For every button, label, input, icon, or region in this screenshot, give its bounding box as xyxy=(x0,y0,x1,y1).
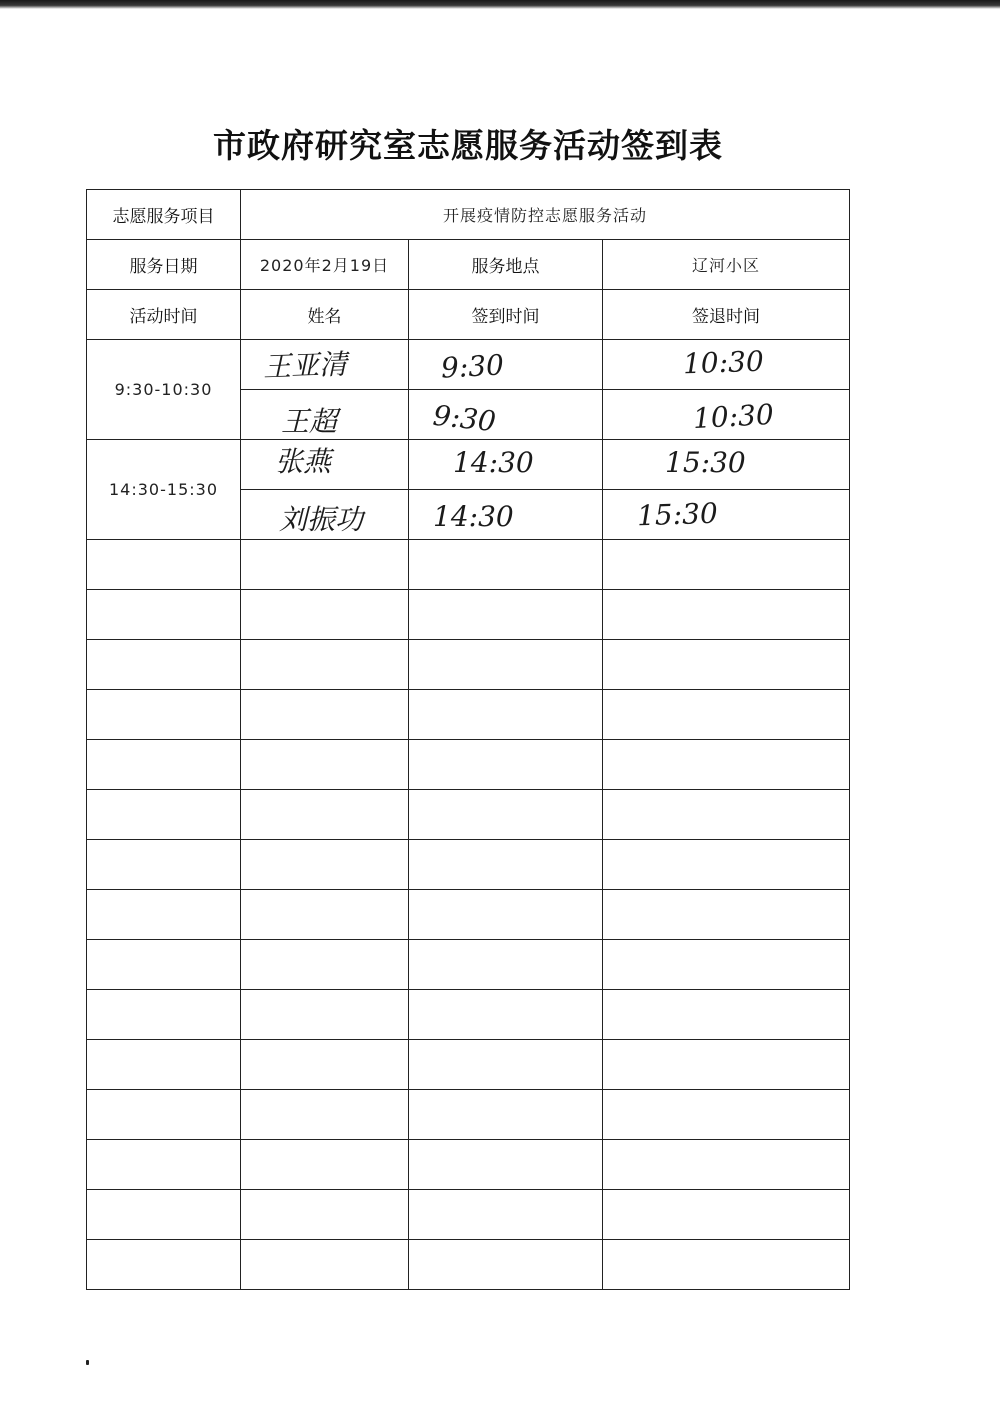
place-value: 辽河小区 xyxy=(603,240,850,290)
blank-cell xyxy=(409,1040,603,1090)
blank-cell xyxy=(409,1190,603,1240)
blank-row xyxy=(87,540,850,590)
handwritten-signout: 15:30 xyxy=(665,446,746,479)
blank-cell xyxy=(603,840,850,890)
activity-time-cell: 9:30-10:30 xyxy=(87,340,241,440)
blank-cell xyxy=(241,690,409,740)
blank-row xyxy=(87,990,850,1040)
blank-row xyxy=(87,1090,850,1140)
blank-cell xyxy=(409,940,603,990)
blank-cell xyxy=(87,790,241,840)
blank-cell xyxy=(409,990,603,1040)
blank-cell xyxy=(87,640,241,690)
blank-cell xyxy=(87,590,241,640)
blank-row xyxy=(87,640,850,690)
signout-time-cell xyxy=(603,390,850,440)
blank-cell xyxy=(603,540,850,590)
blank-cell xyxy=(87,940,241,990)
blank-cell xyxy=(409,890,603,940)
blank-cell xyxy=(87,1090,241,1140)
handwritten-signin: 14:30 xyxy=(453,446,534,479)
blank-row xyxy=(87,940,850,990)
blank-row xyxy=(87,690,850,740)
blank-row xyxy=(87,790,850,840)
blank-cell xyxy=(87,1240,241,1290)
date-label: 服务日期 xyxy=(87,240,241,290)
blank-cell xyxy=(87,690,241,740)
name-signature-cell xyxy=(241,490,409,540)
col-signout-time: 签退时间 xyxy=(603,290,850,340)
signin-time-cell xyxy=(409,390,603,440)
date-value: 2020年2月19日 xyxy=(241,240,409,290)
activity-time-cell: 14:30-15:30 xyxy=(87,440,241,540)
col-name: 姓名 xyxy=(241,290,409,340)
handwritten-name: 张燕 xyxy=(275,445,332,478)
blank-cell xyxy=(87,990,241,1040)
blank-cell xyxy=(603,1240,850,1290)
blank-cell xyxy=(603,1090,850,1140)
blank-cell xyxy=(241,790,409,840)
blank-cell xyxy=(409,590,603,640)
blank-cell xyxy=(241,590,409,640)
blank-cell xyxy=(409,1140,603,1190)
blank-cell xyxy=(87,740,241,790)
signin-time-cell xyxy=(409,490,603,540)
name-signature-cell xyxy=(241,390,409,440)
blank-cell xyxy=(603,590,850,640)
blank-row xyxy=(87,1140,850,1190)
signin-time-cell xyxy=(409,340,603,390)
blank-cell xyxy=(241,890,409,940)
blank-cell xyxy=(241,1040,409,1090)
name-signature-cell xyxy=(241,340,409,390)
handwritten-signout: 10:30 xyxy=(692,397,775,436)
blank-cell xyxy=(603,1040,850,1090)
blank-cell xyxy=(241,540,409,590)
handwritten-name: 王亚清 xyxy=(262,347,348,384)
scan-top-edge xyxy=(0,0,1000,9)
blank-cell xyxy=(241,940,409,990)
blank-cell xyxy=(603,990,850,1040)
col-signin-time: 签到时间 xyxy=(409,290,603,340)
signout-time-cell xyxy=(603,340,850,390)
blank-cell xyxy=(603,1140,850,1190)
blank-cell xyxy=(241,1140,409,1190)
blank-cell xyxy=(409,640,603,690)
blank-cell xyxy=(87,890,241,940)
blank-cell xyxy=(409,790,603,840)
handwritten-signout: 15:30 xyxy=(636,496,719,533)
place-label: 服务地点 xyxy=(409,240,603,290)
blank-cell xyxy=(87,1140,241,1190)
signout-time-cell xyxy=(603,490,850,540)
blank-row xyxy=(87,890,850,940)
table-row xyxy=(87,440,850,490)
name-signature-cell xyxy=(241,440,409,490)
blank-cell xyxy=(241,1090,409,1140)
blank-cell xyxy=(603,890,850,940)
handwritten-signout: 10:30 xyxy=(682,344,765,381)
signin-time-cell xyxy=(409,440,603,490)
blank-cell xyxy=(87,1190,241,1240)
blank-cell xyxy=(241,1190,409,1240)
handwritten-signin: 14:30 xyxy=(433,500,514,533)
blank-cell xyxy=(409,1240,603,1290)
project-row xyxy=(87,190,850,240)
page-title: 市政府研究室志愿服务活动签到表 xyxy=(213,126,723,165)
blank-cell xyxy=(603,640,850,690)
project-label: 志愿服务项目 xyxy=(87,190,241,240)
blank-cell xyxy=(603,690,850,740)
blank-row xyxy=(87,840,850,890)
blank-cell xyxy=(241,840,409,890)
blank-row xyxy=(87,590,850,640)
blank-cell xyxy=(241,740,409,790)
blank-cell xyxy=(409,690,603,740)
blank-cell xyxy=(603,1190,850,1240)
handwritten-name: 刘振功 xyxy=(279,503,364,536)
blank-cell xyxy=(603,940,850,990)
blank-cell xyxy=(603,740,850,790)
sign-in-table xyxy=(86,189,850,1290)
column-header-row xyxy=(87,290,850,340)
blank-cell xyxy=(241,1240,409,1290)
blank-cell xyxy=(87,1040,241,1090)
blank-cell xyxy=(87,540,241,590)
blank-cell xyxy=(87,840,241,890)
blank-cell xyxy=(409,740,603,790)
signout-time-cell xyxy=(603,440,850,490)
blank-cell xyxy=(409,540,603,590)
date-place-row xyxy=(87,240,850,290)
blank-cell xyxy=(409,1090,603,1140)
table-row xyxy=(87,340,850,390)
blank-row xyxy=(87,1240,850,1290)
blank-row xyxy=(87,1040,850,1090)
blank-row xyxy=(87,1190,850,1240)
handwritten-name: 王超 xyxy=(281,405,338,438)
blank-cell xyxy=(603,790,850,840)
blank-cell xyxy=(409,840,603,890)
blank-cell xyxy=(241,990,409,1040)
scan-mark xyxy=(86,1360,89,1365)
handwritten-signin: 9:30 xyxy=(440,348,505,385)
col-activity-time: 活动时间 xyxy=(87,290,241,340)
handwritten-signin: 9:30 xyxy=(431,398,498,439)
blank-row xyxy=(87,740,850,790)
project-value: 开展疫情防控志愿服务活动 xyxy=(241,190,850,240)
blank-cell xyxy=(241,640,409,690)
